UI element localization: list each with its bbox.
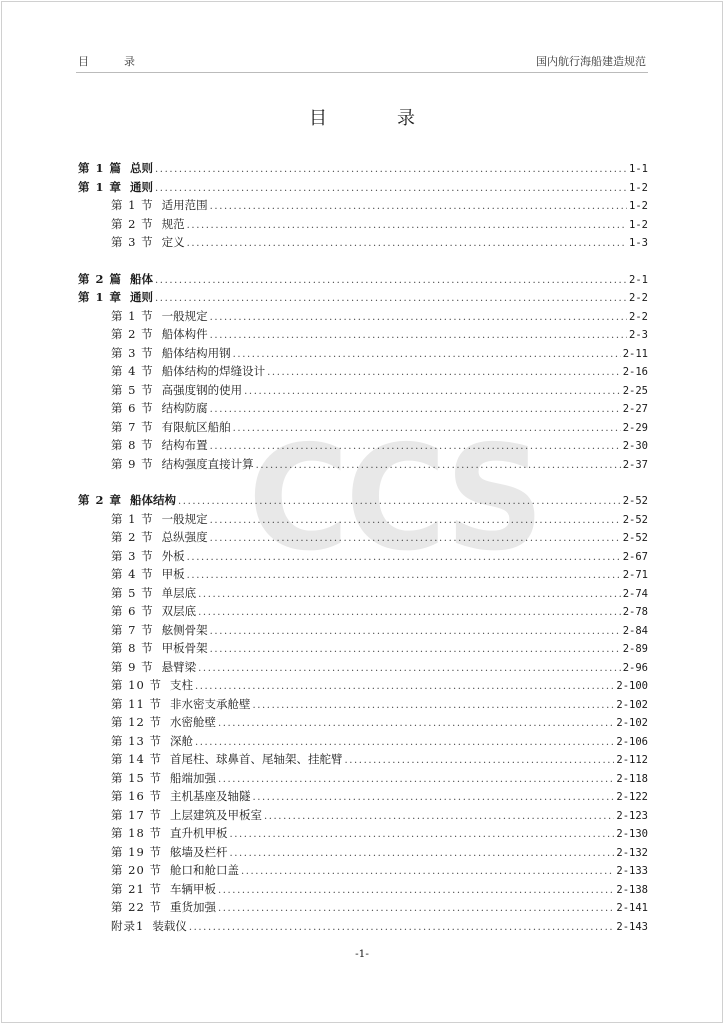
- toc-entry-number: 第 11 节: [111, 696, 162, 711]
- toc-entry-title: 单层底: [161, 585, 197, 600]
- dot-leader: [252, 700, 614, 711]
- dot-leader: [344, 755, 614, 766]
- toc-entry-title: 定义: [161, 235, 185, 249]
- toc-entry-number: 第 8 节: [111, 438, 154, 452]
- toc-entry-title: 高强度钢的使用: [161, 382, 243, 397]
- toc-entry[interactable]: [78, 677, 648, 696]
- dot-leader: [198, 589, 621, 600]
- toc-entry-page: 2-78: [622, 606, 648, 618]
- dot-leader: [198, 607, 621, 618]
- toc-entry-title: 非水密支承舱壁: [169, 696, 251, 711]
- toc-entry[interactable]: [78, 548, 648, 567]
- toc-entry[interactable]: [78, 234, 648, 253]
- toc-entry-page: 2-130: [616, 828, 648, 840]
- header-rule: [76, 72, 648, 73]
- toc-entry-page: 2-1: [629, 273, 648, 286]
- toc-entry-title: 外板: [161, 548, 185, 563]
- toc-entry-page: 2-112: [616, 754, 648, 766]
- toc-entry-number: 第 13 节: [111, 733, 162, 748]
- table-of-contents: [78, 160, 648, 936]
- toc-entry-title: 首尾柱、球鼻首、尾轴架、挂舵臂: [169, 752, 343, 766]
- dot-leader: [233, 349, 621, 360]
- dot-leader: [210, 644, 621, 655]
- toc-entry-number: 第 1 章: [78, 290, 123, 304]
- toc-entry-page: 2-143: [616, 920, 648, 933]
- toc-entry-number: 第 2 篇: [78, 271, 123, 286]
- toc-entry-page: 2-3: [629, 329, 648, 341]
- dot-leader: [210, 312, 627, 323]
- dot-leader: [210, 533, 621, 544]
- toc-entry[interactable]: [78, 289, 648, 308]
- toc-entry[interactable]: [78, 529, 648, 548]
- toc-entry[interactable]: [78, 918, 648, 937]
- toc-entry-number: 第 17 节: [111, 807, 162, 822]
- dot-leader: [218, 903, 614, 914]
- toc-entry-number: 第 19 节: [111, 844, 162, 859]
- toc-entry[interactable]: [78, 511, 648, 530]
- toc-entry-title: 通则: [130, 179, 154, 194]
- dot-leader: [210, 441, 621, 452]
- toc-entry[interactable]: [78, 881, 648, 900]
- toc-entry-page: 2-11: [622, 347, 648, 360]
- toc-entry-page: 2-141: [616, 902, 648, 914]
- toc-entry-number: 第 6 节: [111, 401, 154, 415]
- toc-entry-number: 第 2 节: [111, 327, 154, 341]
- dot-leader: [210, 626, 621, 637]
- toc-entry[interactable]: [78, 363, 648, 382]
- toc-entry[interactable]: [78, 345, 648, 364]
- toc-entry-number: 第 1 节: [111, 511, 154, 526]
- dot-leader: [178, 496, 621, 507]
- toc-entry-title: 适用范围: [161, 198, 208, 212]
- toc-entry-number: 第 21 节: [111, 881, 162, 896]
- toc-entry[interactable]: [78, 308, 648, 327]
- toc-entry-title: 一般规定: [161, 308, 208, 323]
- toc-entry-number: 第 2 节: [111, 530, 154, 544]
- toc-entry-number: 第 12 节: [111, 715, 162, 729]
- dot-leader: [210, 330, 627, 341]
- toc-entry[interactable]: [78, 326, 648, 345]
- toc-entry-number: 第 1 篇: [78, 161, 123, 175]
- dot-leader: [195, 681, 614, 692]
- toc-entry-title: 甲板: [161, 567, 185, 581]
- toc-entry-number: 第 3 节: [111, 235, 154, 249]
- toc-entry-number: 第 3 节: [111, 548, 154, 563]
- toc-entry[interactable]: [78, 659, 648, 678]
- toc-entry[interactable]: [78, 179, 648, 198]
- toc-entry-page: 1-3: [629, 237, 648, 249]
- toc-entry[interactable]: [78, 825, 648, 844]
- toc-entry-number: 第 4 节: [111, 567, 154, 581]
- dot-leader: [241, 866, 614, 877]
- toc-entry-number: 第 18 节: [111, 826, 162, 840]
- toc-entry[interactable]: [78, 622, 648, 641]
- toc-entry-page: 2-102: [616, 698, 648, 711]
- toc-entry[interactable]: [78, 437, 648, 456]
- toc-entry-title: 水密舱壁: [169, 715, 216, 729]
- toc-entry-title: 装载仪: [152, 918, 187, 933]
- toc-entry-number: 第 6 节: [111, 604, 154, 618]
- toc-entry-title: 车辆甲板: [169, 881, 216, 896]
- toc-entry[interactable]: [78, 899, 648, 918]
- dot-leader: [210, 201, 627, 212]
- toc-entry-title: 直升机甲板: [169, 826, 228, 840]
- running-header-right: 国内航行海船建造规范: [536, 55, 646, 68]
- toc-entry[interactable]: [78, 271, 648, 290]
- toc-entry[interactable]: [78, 216, 648, 235]
- toc-entry-page: 2-118: [616, 772, 648, 785]
- toc-entry-page: 2-122: [616, 791, 648, 803]
- toc-entry[interactable]: [78, 714, 648, 733]
- toc-entry-title: 船端加强: [169, 770, 216, 785]
- toc-entry-page: 2-84: [622, 624, 648, 637]
- toc-entry-page: 2-106: [616, 735, 648, 748]
- toc-entry-page: 2-102: [616, 717, 648, 729]
- toc-entry-number: 附录1: [111, 918, 145, 933]
- toc-entry-page: 2-74: [622, 587, 648, 600]
- toc-entry-page: 2-52: [622, 495, 648, 507]
- page-title: 目 录: [309, 108, 441, 129]
- toc-entry-number: 第 5 节: [111, 585, 154, 600]
- toc-entry-number: 第 4 节: [111, 364, 154, 378]
- dot-leader: [155, 164, 627, 175]
- toc-entry[interactable]: [78, 197, 648, 216]
- toc-entry-page: 2-71: [622, 569, 648, 581]
- toc-entry[interactable]: [78, 603, 648, 622]
- toc-entry-title: 舷墙及栏杆: [169, 844, 228, 859]
- toc-entry-title: 双层底: [161, 604, 197, 618]
- toc-entry-number: 第 16 节: [111, 789, 162, 803]
- dot-leader: [267, 367, 621, 378]
- toc-entry-title: 结构防腐: [161, 401, 208, 415]
- toc-entry[interactable]: [78, 696, 648, 715]
- toc-entry-page: 2-2: [629, 292, 648, 304]
- toc-entry-title: 舱口和舱口盖: [169, 863, 239, 877]
- toc-entry[interactable]: [78, 492, 648, 511]
- toc-entry-title: 船体结构: [130, 493, 177, 507]
- toc-entry[interactable]: [78, 788, 648, 807]
- dot-leader: [229, 848, 614, 859]
- dot-leader: [187, 552, 621, 563]
- toc-entry[interactable]: [78, 640, 648, 659]
- page-number: -1-: [355, 948, 369, 960]
- toc-entry-title: 船体构件: [161, 327, 208, 341]
- toc-entry[interactable]: [78, 160, 648, 179]
- toc-entry-number: 第 22 节: [111, 900, 162, 914]
- toc-entry-page: 2-89: [622, 643, 648, 655]
- toc-entry-title: 船体: [130, 271, 154, 286]
- toc-entry-page: 2-100: [616, 680, 648, 692]
- toc-entry-number: 第 5 节: [111, 382, 154, 397]
- toc-entry-page: 2-2: [629, 310, 648, 323]
- running-header-left: 目 录: [78, 55, 147, 68]
- toc-entry-number: 第 2 节: [111, 216, 154, 231]
- toc-entry-number: 第 7 节: [111, 622, 154, 637]
- toc-entry[interactable]: [78, 400, 648, 419]
- toc-entry[interactable]: [78, 419, 648, 438]
- toc-entry-title: 船体结构用钢: [161, 345, 231, 360]
- toc-entry-page: 2-133: [616, 865, 648, 877]
- toc-entry[interactable]: [78, 733, 648, 752]
- toc-entry[interactable]: [78, 456, 648, 475]
- toc-entry-title: 一般规定: [161, 511, 208, 526]
- toc-entry-title: 结构强度直接计算: [161, 456, 254, 471]
- toc-entry-title: 甲板骨架: [161, 641, 208, 655]
- toc-entry-page: 1-2: [629, 218, 648, 231]
- toc-entry[interactable]: [78, 585, 648, 604]
- dot-leader: [155, 183, 627, 194]
- toc-entry-title: 船体结构的焊缝设计: [161, 364, 266, 378]
- toc-entry-page: 2-67: [622, 550, 648, 563]
- toc-entry-number: 第 9 节: [111, 456, 154, 471]
- dot-leader: [264, 811, 614, 822]
- toc-entry-page: 2-30: [622, 440, 648, 452]
- toc-entry-page: 2-16: [622, 366, 648, 378]
- toc-entry-title: 舷侧骨架: [161, 622, 208, 637]
- toc-entry-title: 支柱: [169, 678, 193, 692]
- dot-leader: [218, 774, 614, 785]
- toc-entry-page: 2-29: [622, 421, 648, 434]
- toc-entry-page: 2-27: [622, 403, 648, 415]
- dot-leader: [244, 386, 621, 397]
- toc-entry-number: 第 2 章: [78, 493, 123, 507]
- toc-entry-number: 第 1 节: [111, 308, 154, 323]
- dot-leader: [198, 663, 621, 674]
- dot-leader: [155, 293, 627, 304]
- toc-entry-title: 结构布置: [161, 438, 208, 452]
- toc-entry-number: 第 10 节: [111, 678, 162, 692]
- dot-leader: [233, 423, 621, 434]
- toc-entry-page: 2-123: [616, 809, 648, 822]
- dot-leader: [218, 718, 614, 729]
- toc-entry-number: 第 14 节: [111, 752, 162, 766]
- toc-entry-page: 2-37: [622, 458, 648, 471]
- toc-entry-page: 2-138: [616, 883, 648, 896]
- toc-entry-title: 悬臂梁: [161, 659, 197, 674]
- toc-entry-number: 第 8 节: [111, 641, 154, 655]
- toc-entry-title: 上层建筑及甲板室: [169, 807, 262, 822]
- toc-entry-title: 总纵强度: [161, 530, 208, 544]
- toc-entry[interactable]: [78, 844, 648, 863]
- dot-leader: [187, 220, 627, 231]
- toc-entry-number: 第 1 章: [78, 179, 123, 194]
- toc-entry-page: 2-52: [622, 532, 648, 544]
- toc-entry[interactable]: [78, 566, 648, 585]
- dot-leader: [195, 737, 614, 748]
- toc-entry-title: 总则: [130, 161, 154, 175]
- toc-entry-number: 第 3 节: [111, 345, 154, 360]
- toc-entry-number: 第 20 节: [111, 863, 162, 877]
- toc-entry-page: 1-2: [629, 200, 648, 212]
- toc-entry-page: 2-132: [616, 846, 648, 859]
- toc-entry-title: 重货加强: [169, 900, 216, 914]
- dot-leader: [189, 922, 615, 933]
- dot-leader: [155, 275, 627, 286]
- toc-entry[interactable]: [78, 807, 648, 826]
- toc-entry-number: 第 7 节: [111, 419, 154, 434]
- toc-entry-page: 2-25: [622, 384, 648, 397]
- toc-entry[interactable]: [78, 862, 648, 881]
- dot-leader: [187, 570, 621, 581]
- toc-entry-title: 规范: [161, 216, 185, 231]
- toc-entry[interactable]: [78, 751, 648, 770]
- toc-entry-title: 通则: [130, 290, 154, 304]
- toc-entry-number: 第 9 节: [111, 659, 154, 674]
- ccs-watermark: CCS: [248, 413, 541, 584]
- toc-entry-page: 2-52: [622, 513, 648, 526]
- dot-leader: [210, 515, 621, 526]
- toc-entry-title: 有限航区船舶: [161, 419, 231, 434]
- toc-entry-page: 2-96: [622, 661, 648, 674]
- toc-entry-number: 第 1 节: [111, 198, 154, 212]
- dot-leader: [256, 460, 621, 471]
- dot-leader: [229, 829, 614, 840]
- dot-leader: [218, 885, 614, 896]
- toc-entry-number: 第 15 节: [111, 770, 162, 785]
- dot-leader: [252, 792, 614, 803]
- toc-entry[interactable]: [78, 382, 648, 401]
- toc-entry-page: 1-2: [629, 181, 648, 194]
- toc-entry-title: 深舱: [169, 733, 193, 748]
- toc-entry-title: 主机基座及轴隧: [169, 789, 251, 803]
- dot-leader: [187, 238, 627, 249]
- toc-entry[interactable]: [78, 770, 648, 789]
- toc-entry-page: 1-1: [629, 163, 648, 175]
- dot-leader: [210, 404, 621, 415]
